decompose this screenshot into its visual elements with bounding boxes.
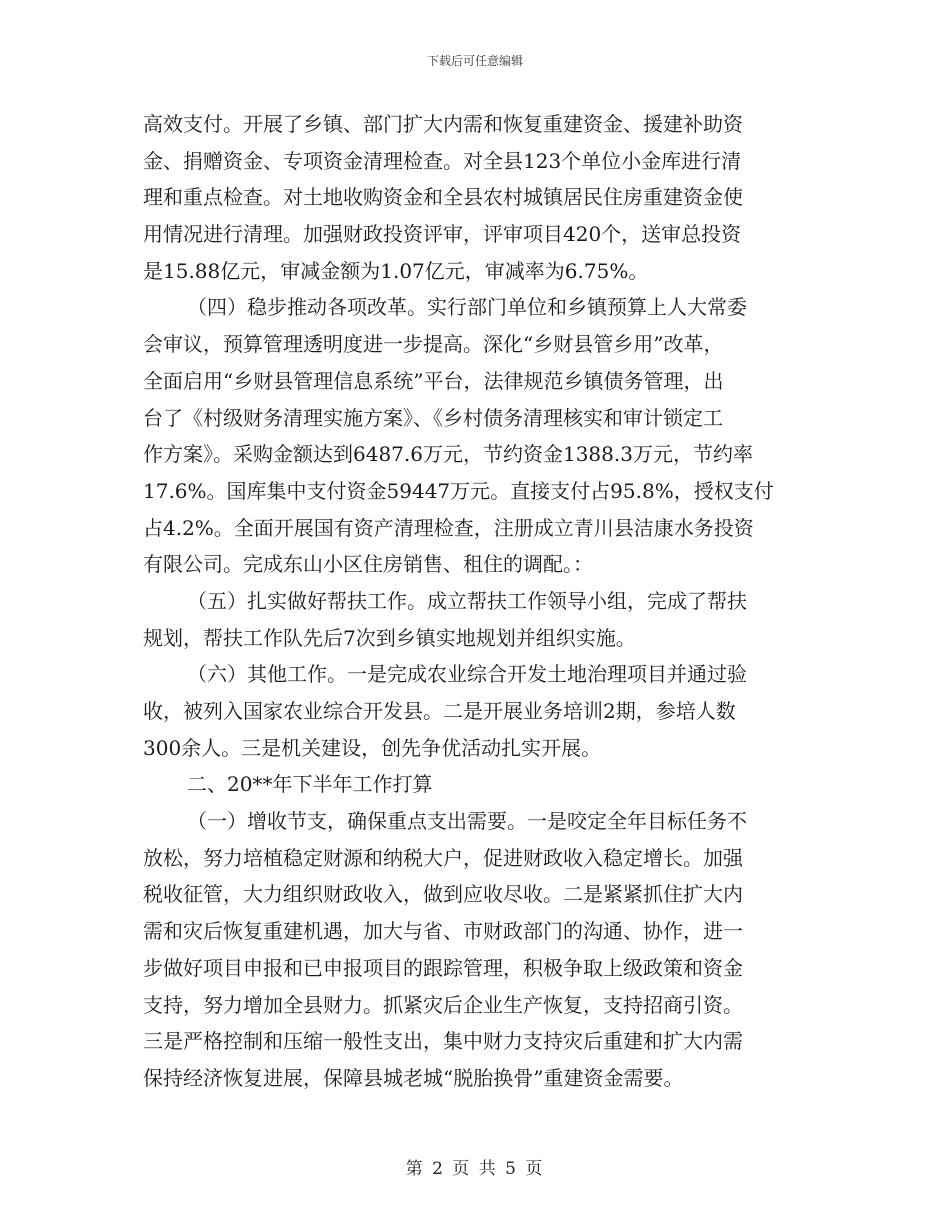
text-line: （五）扎实做好帮扶工作。成立帮扶工作领导小组，完成了帮扶 — [187, 588, 747, 613]
text-line: 规划，帮扶工作队先后7次到乡镇实地规划并组织实施。 — [143, 625, 636, 650]
text-line: （一）增收节支，确保重点支出需要。一是咬定全年目标任务不 — [187, 809, 747, 834]
body-text — [143, 106, 811, 1097]
text-line: 高效支付。开展了乡镇、部门扩大内需和恢复重建资金、援建补助资 — [143, 112, 743, 136]
text-line: （四）稳步推动各项改革。实行部门单位和乡镇预算上人大常委 — [187, 295, 747, 320]
text-line: 占4.2%。全面开展国有资产清理检查，注册成立青川县洁康水务投资 — [143, 515, 754, 540]
text-line: 步做好项目申报和已申报项目的跟踪管理，积极争取上级政策和资金 — [143, 955, 743, 980]
text-line: 理和重点检查。对土地收购资金和全县农村城镇居民住房重建资金使 — [143, 185, 743, 210]
text-line: 金、捐赠资金、专项资金清理检查。对全县123个单位小金库进行清 — [143, 148, 742, 173]
text-line: 用情况进行清理。加强财政投资评审，评审项目420个，送审总投资 — [143, 222, 742, 247]
text-line: 需和灾后恢复重建机遇，加大与省、市财政部门的沟通、协作，进一 — [143, 919, 743, 944]
text-line: 税收征管，大力组织财政收入，做到应收尽收。二是紧紧抓住扩大内 — [143, 882, 743, 907]
text-line: 台了《村级财务清理实施方案》、《乡村债务清理核实和审计锁定工 — [143, 405, 723, 430]
text-line: 有限公司。完成东山小区住房销售、租住的调配。： — [143, 552, 593, 577]
text-line: 放松，努力培植稳定财源和纳税大户，促进财政收入稳定增长。加强 — [143, 845, 743, 870]
header-note: 下载后可任意编辑 — [426, 54, 523, 68]
text-line: 二、20**年下半年工作打算 — [187, 772, 433, 797]
text-line: 会审议，预算管理透明度进一步提高。深化“乡财县管乡用”改革， — [143, 332, 724, 357]
text-line: 三是严格控制和压缩一般性支出，集中财力支持灾后重建和扩大内需 — [143, 1029, 743, 1054]
text-line: （六）其他工作。一是完成农业综合开发土地治理项目并通过验 — [187, 662, 747, 687]
text-line: 保持经济恢复进展，保障县城老城“脱胎换骨”重建资金需要。 — [143, 1065, 684, 1090]
text-line: 17.6%。国库集中支付资金59447万元。直接支付占95.8%，授权支付 — [143, 478, 774, 503]
text-line: 全面启用“乡财县管理信息系统”平台，法律规范乡镇债务管理，出 — [143, 368, 724, 393]
text-line: 支持，努力增加全县财力。抓紧灾后企业生产恢复，支持招商引资。 — [143, 992, 743, 1017]
page-footer: 第 2 页 共 5 页 — [405, 1159, 545, 1179]
text-line: 作方案》。采购金额达到6487.6万元，节约资金1388.3万元，节约率 — [143, 442, 753, 467]
text-line: 300余人。三是机关建设，创先争优活动扎实开展。 — [143, 735, 602, 760]
text-line: 收，被列入国家农业综合开发县。二是开展业务培训2期，参培人数 — [143, 699, 736, 723]
text-line: 是15.88亿元，审减金额为1.07亿元，审减率为6.75%。 — [143, 258, 649, 283]
